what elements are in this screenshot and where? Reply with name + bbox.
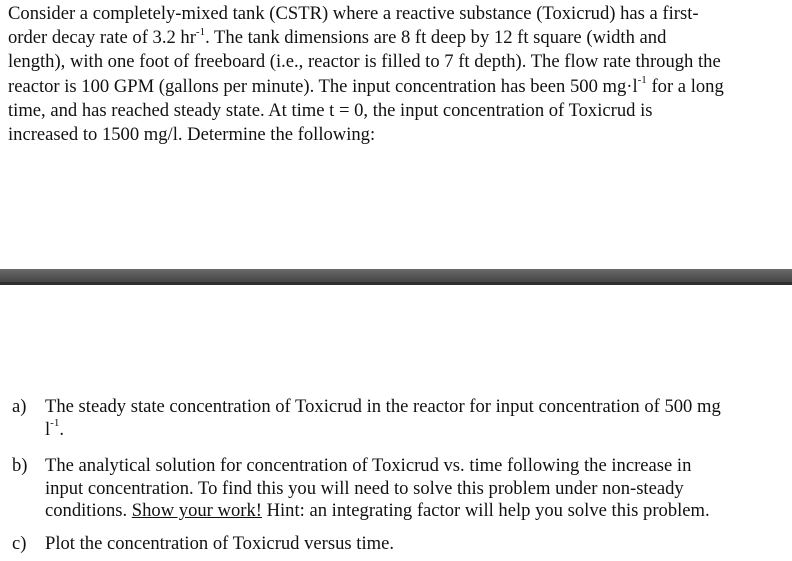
decay-rate-exponent: -1 [195,26,206,39]
question-part-b [12,455,782,523]
concentration-exponent: -1 [637,74,647,87]
question-part-c [12,533,782,556]
show-your-work-emphasis: Show your work! [131,500,262,522]
part-b-line-1: The analytical solution for concentration of Toxicrud vs. time following the increase in [45,455,692,477]
problem-line-3: length), with one foot of freeboard (i.e., reactor is filled to 7 ft depth). The flow rate through the [8,51,721,73]
part-a-marker: a) [12,396,27,417]
part-b-line-3 [45,500,782,523]
part-a-line-2 [45,419,782,442]
part-a-period: . [59,418,64,440]
problem-line-1: Consider a completely-mixed tank (CSTR) where a reactive substance (Toxicrud) has a first- [8,3,699,24]
problem-line-4 [8,75,788,99]
part-a-unit-exponent: -1 [50,417,60,430]
part-c-marker: c) [12,532,27,554]
part-c-line-1: Plot the concentration of Toxicrud versus time. [45,532,394,554]
part-b-marker: b) [12,455,28,477]
problem-line-6: increased to 1500 mg/l. Determine the following: [8,124,376,146]
problem-line-2 [8,26,788,50]
problem-line-5: time, and has reached steady state. At time t = 0, the input concentration of Toxicrud is [8,99,653,121]
problem-statement [8,2,788,147]
part-a-line-1: The steady state concentration of Toxicrud in the reactor for input concentration of 500 mg [45,396,721,417]
question-part-a [12,396,782,441]
part-b-conditions-text: conditions. [45,500,132,522]
tank-dimensions-text: . The tank dimensions are 8 ft deep by 12 ft square (width and [205,27,667,49]
flow-rate-text: reactor is 100 GPM (gallons per minute). The input concentration has been 500 mg·l [8,75,638,97]
section-divider-bar [0,269,792,285]
decay-rate-text: order decay rate of 3.2 hr [8,27,196,49]
part-b-line-2: input concentration. To find this you will need to solve this problem under non-steady [45,477,684,499]
question-parts-list [12,396,782,556]
part-a-unit: l [45,418,51,440]
part-b-hint-text: Hint: an integrating factor will help you solve this problem. [261,500,710,522]
for-a-long-text: for a long [646,75,724,97]
